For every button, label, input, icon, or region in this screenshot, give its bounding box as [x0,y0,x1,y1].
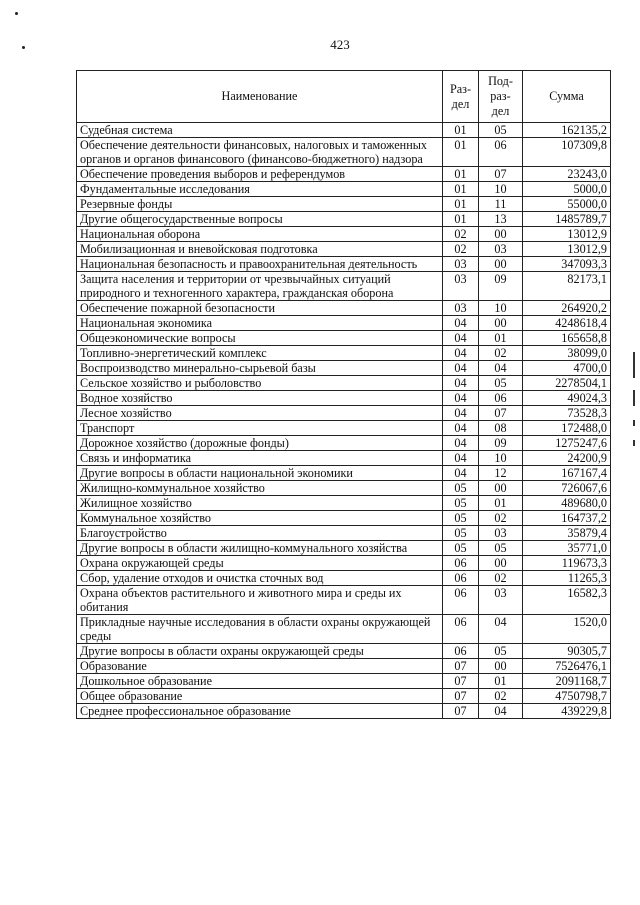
table-row [77,481,611,496]
table-row [77,331,611,346]
row-name: Прикладные научные исследования в области охраны окружающей среды [77,615,443,644]
header-section: Раз- дел [443,71,479,123]
row-section: 05 [443,526,479,541]
row-sum: 119673,3 [523,556,611,571]
row-sum: 172488,0 [523,421,611,436]
row-sum: 35771,0 [523,541,611,556]
table-row [77,436,611,451]
scan-edge-mark [633,440,635,446]
row-section: 05 [443,481,479,496]
table-row [77,496,611,511]
table-row [77,301,611,316]
row-section: 07 [443,704,479,719]
table-row [77,421,611,436]
table-body [77,123,611,719]
row-subsection: 01 [479,674,523,689]
table-row [77,556,611,571]
row-section: 04 [443,406,479,421]
scan-edge-mark [633,420,635,426]
row-subsection: 13 [479,212,523,227]
row-name: Национальная экономика [77,316,443,331]
row-name: Национальная безопасность и правоохранительная деятельность [77,257,443,272]
table-row [77,227,611,242]
row-sum: 13012,9 [523,227,611,242]
row-subsection: 09 [479,272,523,301]
row-section: 02 [443,242,479,257]
row-subsection: 11 [479,197,523,212]
row-name: Топливно-энергетический комплекс [77,346,443,361]
row-section: 04 [443,346,479,361]
row-subsection: 08 [479,421,523,436]
row-name: Дошкольное образование [77,674,443,689]
row-subsection: 00 [479,257,523,272]
row-subsection: 07 [479,406,523,421]
row-sum: 165658,8 [523,331,611,346]
row-subsection: 00 [479,556,523,571]
row-name: Другие вопросы в области жилищно-коммунального хозяйства [77,541,443,556]
row-subsection: 04 [479,361,523,376]
row-name: Другие вопросы в области охраны окружающей среды [77,644,443,659]
table-header-row [77,71,611,123]
row-subsection: 03 [479,586,523,615]
row-subsection: 00 [479,659,523,674]
row-subsection: 10 [479,182,523,197]
row-section: 04 [443,421,479,436]
row-name: Защита населения и территории от чрезвычайных ситуаций природного и техногенного характера, гражданская оборона [77,272,443,301]
row-name: Коммунальное хозяйство [77,511,443,526]
row-subsection: 00 [479,481,523,496]
row-sum: 82173,1 [523,272,611,301]
row-sum: 439229,8 [523,704,611,719]
table-row [77,659,611,674]
row-name: Другие общегосударственные вопросы [77,212,443,227]
row-name: Воспроизводство минерально-сырьевой базы [77,361,443,376]
table-row [77,212,611,227]
row-sum: 347093,3 [523,257,611,272]
row-subsection: 01 [479,331,523,346]
table-row [77,167,611,182]
table-row [77,644,611,659]
row-subsection: 09 [479,436,523,451]
row-sum: 38099,0 [523,346,611,361]
row-name: Обеспечение пожарной безопасности [77,301,443,316]
row-sum: 7526476,1 [523,659,611,674]
row-name: Общее образование [77,689,443,704]
row-section: 07 [443,674,479,689]
row-sum: 73528,3 [523,406,611,421]
row-section: 05 [443,541,479,556]
table-row [77,197,611,212]
table-row [77,541,611,556]
row-name: Благоустройство [77,526,443,541]
table-row [77,346,611,361]
row-subsection: 03 [479,242,523,257]
row-name: Обеспечение проведения выборов и референдумов [77,167,443,182]
row-name: Охрана окружающей среды [77,556,443,571]
row-name: Среднее профессиональное образование [77,704,443,719]
row-section: 06 [443,615,479,644]
row-section: 04 [443,376,479,391]
table-row [77,242,611,257]
row-sum: 489680,0 [523,496,611,511]
row-name: Водное хозяйство [77,391,443,406]
row-sum: 90305,7 [523,644,611,659]
row-name: Обеспечение деятельности финансовых, налоговых и таможенных органов и органов финансового (финансово-бюджетного) надзора [77,138,443,167]
row-subsection: 06 [479,138,523,167]
row-section: 06 [443,571,479,586]
budget-table [76,70,611,719]
table-row [77,257,611,272]
row-section: 05 [443,511,479,526]
row-name: Судебная система [77,123,443,138]
row-sum: 24200,9 [523,451,611,466]
row-section: 07 [443,689,479,704]
row-section: 04 [443,436,479,451]
header-sum: Сумма [523,71,611,123]
row-sum: 1275247,6 [523,436,611,451]
row-name: Жилищно-коммунальное хозяйство [77,481,443,496]
row-section: 05 [443,496,479,511]
row-subsection: 02 [479,689,523,704]
row-name: Фундаментальные исследования [77,182,443,197]
row-subsection: 02 [479,346,523,361]
row-sum: 4700,0 [523,361,611,376]
header-subsection: Под- раз- дел [479,71,523,123]
row-section: 06 [443,644,479,659]
scan-edge-mark [633,352,635,378]
row-sum: 107309,8 [523,138,611,167]
row-subsection: 05 [479,123,523,138]
row-name: Связь и информатика [77,451,443,466]
row-name: Мобилизационная и вневойсковая подготовка [77,242,443,257]
row-name: Транспорт [77,421,443,436]
row-subsection: 00 [479,227,523,242]
table-row [77,674,611,689]
row-sum: 13012,9 [523,242,611,257]
row-name: Сельское хозяйство и рыболовство [77,376,443,391]
row-name: Общеэкономические вопросы [77,331,443,346]
table-row [77,704,611,719]
row-sum: 55000,0 [523,197,611,212]
row-subsection: 03 [479,526,523,541]
row-sum: 2091168,7 [523,674,611,689]
row-sum: 726067,6 [523,481,611,496]
row-section: 03 [443,272,479,301]
table-row [77,615,611,644]
row-sum: 4248618,4 [523,316,611,331]
table-row [77,391,611,406]
row-section: 01 [443,212,479,227]
row-name: Лесное хозяйство [77,406,443,421]
row-subsection: 01 [479,496,523,511]
table-row [77,138,611,167]
row-section: 01 [443,123,479,138]
table-row [77,571,611,586]
row-section: 04 [443,331,479,346]
row-subsection: 02 [479,571,523,586]
row-sum: 16582,3 [523,586,611,615]
row-sum: 1520,0 [523,615,611,644]
row-subsection: 05 [479,644,523,659]
row-section: 01 [443,197,479,212]
row-subsection: 04 [479,615,523,644]
row-section: 04 [443,361,479,376]
row-subsection: 00 [479,316,523,331]
row-subsection: 07 [479,167,523,182]
row-section: 01 [443,167,479,182]
row-section: 07 [443,659,479,674]
row-sum: 49024,3 [523,391,611,406]
row-section: 02 [443,227,479,242]
row-sum: 11265,3 [523,571,611,586]
row-sum: 23243,0 [523,167,611,182]
row-subsection: 02 [479,511,523,526]
table-row [77,511,611,526]
table-row [77,526,611,541]
row-subsection: 10 [479,301,523,316]
row-section: 01 [443,182,479,197]
row-sum: 35879,4 [523,526,611,541]
row-section: 06 [443,586,479,615]
row-sum: 5000,0 [523,182,611,197]
row-subsection: 06 [479,391,523,406]
row-section: 04 [443,451,479,466]
table-row [77,182,611,197]
row-section: 04 [443,466,479,481]
page-number: 423 [330,37,350,52]
header-name: Наименование [77,71,443,123]
row-subsection: 04 [479,704,523,719]
table-row [77,451,611,466]
row-name: Сбор, удаление отходов и очистка сточных вод [77,571,443,586]
table-row [77,689,611,704]
scan-speck [15,12,18,15]
row-subsection: 05 [479,541,523,556]
row-sum: 1485789,7 [523,212,611,227]
row-section: 04 [443,316,479,331]
row-section: 03 [443,257,479,272]
row-name: Жилищное хозяйство [77,496,443,511]
scan-edge-mark [633,390,635,406]
table-row [77,376,611,391]
row-sum: 164737,2 [523,511,611,526]
row-name: Национальная оборона [77,227,443,242]
row-subsection: 12 [479,466,523,481]
row-section: 01 [443,138,479,167]
row-sum: 4750798,7 [523,689,611,704]
table-row [77,406,611,421]
table-row [77,316,611,331]
table-row [77,586,611,615]
row-name: Образование [77,659,443,674]
row-name: Охрана объектов растительного и животного мира и среды их обитания [77,586,443,615]
table-row [77,466,611,481]
row-sum: 162135,2 [523,123,611,138]
row-sum: 264920,2 [523,301,611,316]
row-subsection: 05 [479,376,523,391]
row-sum: 2278504,1 [523,376,611,391]
row-subsection: 10 [479,451,523,466]
table-row [77,272,611,301]
row-name: Резервные фонды [77,197,443,212]
row-name: Дорожное хозяйство (дорожные фонды) [77,436,443,451]
table-row [77,123,611,138]
table-row [77,361,611,376]
row-name: Другие вопросы в области национальной экономики [77,466,443,481]
row-section: 04 [443,391,479,406]
row-sum: 167167,4 [523,466,611,481]
row-section: 06 [443,556,479,571]
row-section: 03 [443,301,479,316]
